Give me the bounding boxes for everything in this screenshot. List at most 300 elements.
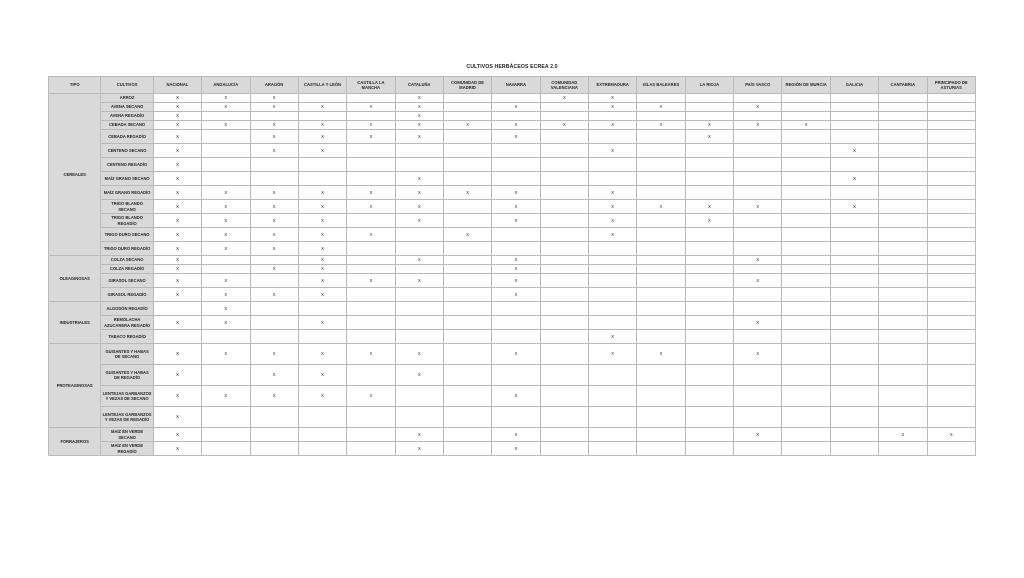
cell-empty [734,407,782,428]
cell-empty [927,158,975,172]
cell-empty [879,365,927,386]
cell-marked: X [589,121,637,130]
cell-marked: X [395,103,443,112]
column-header-comunidad-valenciana: COMUNIDAD VALENCIANA [540,77,588,94]
column-header-la-rioja: LA RIOJA [685,77,733,94]
cell-empty [879,228,927,242]
cell-empty [927,330,975,344]
cell-empty [298,94,346,103]
cell-empty [637,94,685,103]
cell-marked: X [202,302,250,316]
cell-marked: X [153,94,201,103]
cell-marked: X [153,274,201,288]
cell-empty [879,407,927,428]
cell-empty [443,302,491,316]
table-row [49,344,976,365]
cell-marked: X [153,386,201,407]
row-crop-label: REMOLACHA AZUCARERA REGADÍO [101,316,153,330]
cell-marked: X [153,288,201,302]
cell-empty [250,330,298,344]
cell-empty [443,365,491,386]
cell-empty [685,94,733,103]
cell-marked: X [492,428,540,442]
cell-empty [782,94,830,103]
cell-empty [298,442,346,456]
cell-marked: X [153,344,201,365]
cell-empty [830,103,878,112]
cell-empty [685,144,733,158]
cell-empty [250,442,298,456]
cell-empty [830,302,878,316]
cell-marked: X [347,274,395,288]
cell-empty [395,407,443,428]
cell-empty [830,428,878,442]
cell-empty [540,265,588,274]
cell-marked: X [347,200,395,214]
cell-empty [782,228,830,242]
cell-marked: X [298,265,346,274]
cell-empty [347,242,395,256]
cell-marked: X [250,130,298,144]
cell-empty [637,302,685,316]
cell-empty [540,428,588,442]
cell-marked: X [250,103,298,112]
cell-empty [734,186,782,200]
cell-marked: X [734,428,782,442]
cell-marked: X [734,274,782,288]
cell-empty [637,265,685,274]
cell-marked: X [395,172,443,186]
cell-empty [637,330,685,344]
cell-empty [492,228,540,242]
cell-empty [685,228,733,242]
cell-empty [637,186,685,200]
cell-marked: X [589,186,637,200]
cell-empty [347,407,395,428]
cell-marked: X [492,186,540,200]
column-header-cultivos: CULTIVOS [101,77,153,94]
cell-empty [927,112,975,121]
cell-empty [734,302,782,316]
cell-empty [250,428,298,442]
cell-marked: X [637,200,685,214]
cell-marked: X [589,200,637,214]
cell-empty [589,442,637,456]
cell-marked: X [153,186,201,200]
cell-empty [782,442,830,456]
cell-empty [298,112,346,121]
cell-empty [589,242,637,256]
row-crop-label: AVENA REGADÍO [101,112,153,121]
cell-empty [927,265,975,274]
cell-marked: X [298,214,346,228]
cell-empty [879,214,927,228]
cell-marked: X [492,386,540,407]
cell-empty [734,330,782,344]
row-crop-label: LENTEJAS GARBANZOS Y VEZAS DE SECANO [101,386,153,407]
cell-empty [492,94,540,103]
cell-marked: X [685,121,733,130]
cell-empty [589,386,637,407]
cell-marked: X [202,103,250,112]
column-header-navarra: NAVARRA [492,77,540,94]
cell-empty [540,302,588,316]
cell-marked: X [492,442,540,456]
cell-marked: X [202,200,250,214]
cell-empty [298,302,346,316]
cell-marked: X [298,316,346,330]
cell-empty [879,112,927,121]
cell-marked: X [685,200,733,214]
cell-empty [492,302,540,316]
cell-empty [347,365,395,386]
cell-empty [879,200,927,214]
cell-empty [202,442,250,456]
cell-empty [540,228,588,242]
cell-empty [540,242,588,256]
cell-empty [492,158,540,172]
row-crop-label: ARROZ [101,94,153,103]
cell-empty [685,288,733,302]
row-group-type: PROTEAGINOSAS [49,344,101,428]
cell-empty [637,172,685,186]
cell-empty [250,316,298,330]
table-row [49,228,976,242]
cell-empty [879,302,927,316]
cell-marked: X [153,200,201,214]
cell-empty [782,407,830,428]
cell-marked: X [782,121,830,130]
cell-empty [443,256,491,265]
cell-empty [347,288,395,302]
cell-empty [830,274,878,288]
cell-empty [637,242,685,256]
cell-empty [927,407,975,428]
cell-empty [540,200,588,214]
cell-empty [540,130,588,144]
cell-marked: X [734,344,782,365]
row-crop-label: TRIGO BLANDO REGADÍO [101,214,153,228]
cell-marked: X [734,256,782,265]
column-header-aragon: ARAGÓN [250,77,298,94]
cell-marked: X [830,144,878,158]
cell-empty [540,344,588,365]
cell-marked: X [492,200,540,214]
cell-empty [734,130,782,144]
cell-empty [540,442,588,456]
cell-empty [685,302,733,316]
row-crop-label: MAÍZ GRANO REGADÍO [101,186,153,200]
column-header-galicia: GALICIA [830,77,878,94]
cell-empty [685,172,733,186]
table-row [49,121,976,130]
cell-empty [298,158,346,172]
cell-empty [443,316,491,330]
cell-empty [879,265,927,274]
cell-empty [830,186,878,200]
cell-marked: X [250,386,298,407]
cell-empty [927,103,975,112]
column-header-extremadura: EXTREMADURA [589,77,637,94]
cell-marked: X [347,186,395,200]
cell-empty [589,288,637,302]
cell-empty [830,214,878,228]
cell-marked: X [202,121,250,130]
cell-empty [879,94,927,103]
table-row [49,265,976,274]
cell-marked: X [540,121,588,130]
cell-marked: X [540,94,588,103]
row-group-type: FORRAJEROS [49,428,101,456]
table-header-row [49,77,976,94]
column-header-andalucia: ANDALUCÍA [202,77,250,94]
cell-empty [734,386,782,407]
cell-empty [830,386,878,407]
cell-empty [927,274,975,288]
cell-empty [347,316,395,330]
cell-empty [927,121,975,130]
cell-empty [734,144,782,158]
cell-marked: X [492,121,540,130]
row-crop-label: LENTEJAS GARBANZOS Y VEZAS DE REGADÍO [101,407,153,428]
cell-empty [589,112,637,121]
cell-marked: X [153,316,201,330]
cell-empty [202,428,250,442]
cell-empty [830,330,878,344]
cell-empty [443,158,491,172]
table-row [49,200,976,214]
cell-empty [540,186,588,200]
cell-empty [443,274,491,288]
cell-empty [540,144,588,158]
cell-empty [830,228,878,242]
cell-empty [395,302,443,316]
table-row [49,158,976,172]
cell-empty [927,228,975,242]
cell-empty [347,172,395,186]
cell-empty [879,288,927,302]
crops-table [48,76,976,456]
cell-empty [830,265,878,274]
cell-empty [202,130,250,144]
cell-empty [202,158,250,172]
cell-marked: X [153,130,201,144]
cell-empty [540,158,588,172]
cell-marked: X [298,228,346,242]
cell-marked: X [153,158,201,172]
cell-empty [637,112,685,121]
table-row [49,428,976,442]
cell-empty [589,365,637,386]
cell-empty [685,274,733,288]
cell-empty [685,103,733,112]
cell-marked: X [589,94,637,103]
cell-empty [637,274,685,288]
cell-marked: X [153,428,201,442]
cell-empty [492,365,540,386]
cell-marked: X [395,256,443,265]
cell-empty [443,112,491,121]
cell-empty [879,386,927,407]
column-header-pais-vasco: PAÍS VASCO [734,77,782,94]
cell-marked: X [395,442,443,456]
cell-empty [927,242,975,256]
cell-empty [540,316,588,330]
cell-marked: X [250,288,298,302]
row-crop-label: AVENA SECANO [101,103,153,112]
cell-empty [540,172,588,186]
cell-empty [395,228,443,242]
cell-marked: X [395,186,443,200]
cell-marked: X [202,274,250,288]
cell-empty [637,228,685,242]
cell-marked: X [202,288,250,302]
cell-empty [347,256,395,265]
table-row [49,386,976,407]
cell-marked: X [250,228,298,242]
cell-empty [492,316,540,330]
cell-empty [879,256,927,265]
column-header-cantabria: CANTABRIA [879,77,927,94]
cell-empty [830,316,878,330]
cell-marked: X [202,228,250,242]
cell-empty [734,442,782,456]
cell-marked: X [492,256,540,265]
cell-empty [830,407,878,428]
cell-empty [927,172,975,186]
column-header-castilla-y-leon: CASTILLA Y LEÓN [298,77,346,94]
cell-empty [589,172,637,186]
cell-empty [734,242,782,256]
cell-empty [202,256,250,265]
cell-empty [782,214,830,228]
cell-empty [782,172,830,186]
cell-empty [879,442,927,456]
cell-empty [589,302,637,316]
cell-marked: X [443,121,491,130]
cell-empty [782,365,830,386]
cell-empty [637,130,685,144]
cell-marked: X [298,144,346,158]
cell-empty [202,365,250,386]
cell-empty [589,265,637,274]
cell-empty [830,112,878,121]
cell-marked: X [298,186,346,200]
cell-marked: X [637,344,685,365]
cell-empty [927,186,975,200]
cell-empty [830,442,878,456]
cell-empty [540,274,588,288]
cell-empty [830,288,878,302]
cell-marked: X [153,214,201,228]
cell-empty [540,330,588,344]
cell-empty [927,386,975,407]
column-header-region-de-murcia: REGIÓN DE MURCIA [782,77,830,94]
cell-marked: X [250,214,298,228]
cell-marked: X [637,121,685,130]
cell-empty [782,242,830,256]
table-row [49,274,976,288]
row-crop-label: COLZA SECANO [101,256,153,265]
row-crop-label: CENTENO SECANO [101,144,153,158]
cell-marked: X [492,344,540,365]
cell-marked: X [734,103,782,112]
cell-empty [734,365,782,386]
cell-empty [637,144,685,158]
cell-empty [927,344,975,365]
cell-marked: X [492,265,540,274]
table-row [49,130,976,144]
cell-empty [395,265,443,274]
cell-marked: X [589,228,637,242]
cell-empty [250,172,298,186]
cell-empty [492,112,540,121]
cell-empty [540,288,588,302]
column-header-castilla-la-mancha: CASTILLA LA MANCHA [347,77,395,94]
cell-marked: X [250,121,298,130]
cell-empty [540,112,588,121]
cell-marked: X [395,344,443,365]
table-row [49,365,976,386]
cell-marked: X [734,316,782,330]
cell-empty [879,330,927,344]
cell-empty [879,103,927,112]
cell-empty [395,330,443,344]
cell-marked: X [589,214,637,228]
cell-empty [782,316,830,330]
cell-marked: X [347,344,395,365]
cell-empty [540,103,588,112]
cell-empty [782,386,830,407]
row-crop-label: MAÍZ EN VERDE SECANO [101,428,153,442]
cell-marked: X [637,103,685,112]
cell-empty [879,274,927,288]
table-row [49,256,976,265]
cell-marked: X [492,288,540,302]
cell-empty [202,112,250,121]
cell-empty [395,242,443,256]
cell-marked: X [589,344,637,365]
cell-marked: X [395,274,443,288]
row-crop-label: CEBADA SECANO [101,121,153,130]
cell-empty [879,344,927,365]
cell-marked: X [830,200,878,214]
cell-empty [782,200,830,214]
cell-empty [347,214,395,228]
cell-marked: X [298,242,346,256]
cell-marked: X [153,256,201,265]
cell-empty [443,288,491,302]
cell-empty [347,265,395,274]
cell-marked: X [734,200,782,214]
cell-marked: X [250,365,298,386]
cell-empty [540,214,588,228]
cell-empty [589,256,637,265]
cell-marked: X [347,228,395,242]
row-crop-label: TRIGO BLANDO SECANO [101,200,153,214]
cell-empty [589,130,637,144]
cell-empty [443,442,491,456]
cell-marked: X [589,330,637,344]
cell-empty [830,242,878,256]
table-row [49,144,976,158]
cell-empty [830,256,878,265]
cell-marked: X [153,442,201,456]
table-header [49,77,976,94]
cell-marked: X [492,274,540,288]
cell-empty [782,130,830,144]
cell-empty [927,200,975,214]
